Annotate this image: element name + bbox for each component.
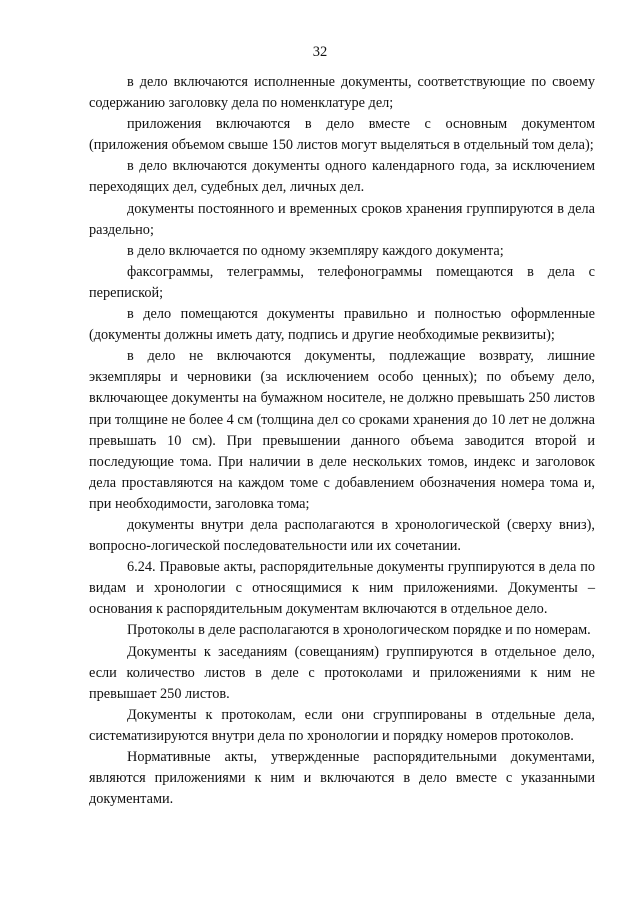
- paragraph: Документы к заседаниям (совещаниям) группируются в отдельное дело, если количество листов в деле с протоколами и приложениями к ним не превышает 250 листов.: [89, 643, 595, 702]
- document-body: [89, 72, 595, 810]
- page-number: 32: [312, 44, 328, 60]
- paragraph: в дело включаются документы одного календарного года, за исключением переходящих дел, судебных дел, личных дел.: [89, 158, 595, 196]
- paragraph: в дело включается по одному экземпляру каждого документа;: [127, 242, 504, 259]
- paragraph: Протоколы в деле располагаются в хронологическом порядке и по номерам.: [127, 622, 591, 639]
- paragraph: документы внутри дела располагаются в хронологической (сверху вниз), вопросно-логической последовательности или их сочетании.: [89, 516, 595, 555]
- paragraph: документы постоянного и временных сроков хранения группируются в дела раздельно;: [89, 200, 595, 238]
- section-paragraph-6-24: 6.24. Правовые акты, распорядительные документы группируются в дела по видам и хронологии с относящимися к ним приложениями. Документы – основания к распорядительным документам включаются в отдельное дело.: [89, 559, 595, 618]
- paragraph: в дело не включаются документы, подлежащие возврату, лишние экземпляры и черновики (за исключением особо ценных); по объему дело, включающее документы на бумажном носителе, не должно превышать 250 листов при толщине не более 4 см (толщина дел со сроками хранения до 10 лет не должна превышать 10 см). При превышении данного объема заводится второй и последующие тома. При наличии в деле нескольких томов, индекс и заголовок дела проставляются на каждом томе с добавлением обозначения номера тома и, при необходимости, заголовка тома;: [89, 348, 595, 512]
- paragraph: Документы к протоколам, если они сгруппированы в отдельные дела, систематизируются внутри дела по хронологии и порядку номеров протоколов.: [89, 706, 595, 744]
- paragraph: приложения включаются в дело вместе с основным документом (приложения объемом свыше 150 листов могут выделяться в отдельный том дела);: [89, 116, 595, 154]
- paragraph: в дело включаются исполненные документы, соответствующие по своему содержанию заголовку дела по номенклатуре дел;: [89, 74, 595, 112]
- paragraph: Нормативные акты, утвержденные распорядительными документами, являются приложениями к ним и включаются в дело вместе с указанными документами.: [89, 749, 595, 808]
- paragraph: в дело помещаются документы правильно и полностью оформленные (документы должны иметь дату, подпись и другие необходимые реквизиты);: [89, 306, 595, 344]
- paragraph: факсограммы, телеграммы, телефонограммы помещаются в дела с перепиской;: [89, 263, 595, 301]
